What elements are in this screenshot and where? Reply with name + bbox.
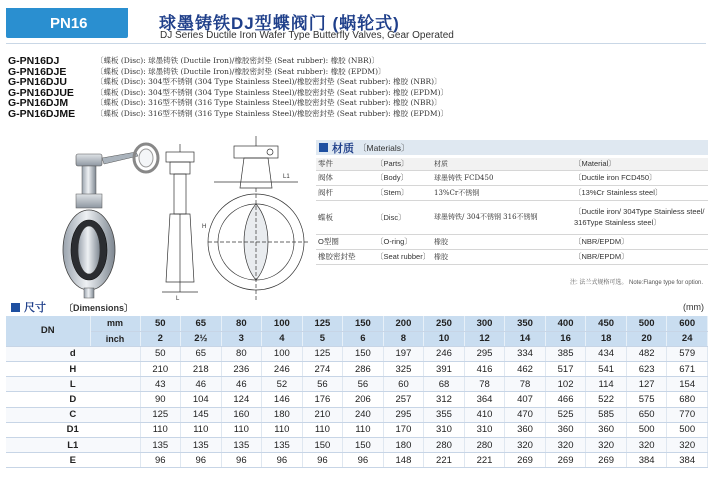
table-cell: 〔NBR/EPDM〕 (572, 234, 708, 249)
table-cell: 200 (383, 316, 424, 331)
table-cell: 240 (343, 407, 384, 422)
table-cell: 135 (221, 438, 262, 453)
model-desc: 〔蝶板 (Disc): 304型不锈钢 (304 Type Stainless Steel)/橡胶密封垫 (Seat rubber): 橡胶 (NBR)〕 (96, 77, 442, 86)
table-cell: 〔Parts〕 (374, 158, 432, 170)
table-cell: 236 (221, 362, 262, 377)
table-cell: 650 (626, 407, 667, 422)
table-cell: 280 (464, 438, 505, 453)
table-cell: 100 (262, 346, 303, 361)
table-cell: 462 (505, 362, 546, 377)
table-cell: 482 (626, 346, 667, 361)
table-cell: 257 (383, 392, 424, 407)
table-cell: 90 (140, 392, 181, 407)
table-cell: 384 (667, 453, 708, 468)
table-cell: 320 (545, 438, 586, 453)
table-cell: 286 (343, 362, 384, 377)
table-cell: 221 (424, 453, 465, 468)
square-bullet-icon (11, 303, 20, 312)
table-row (316, 249, 708, 264)
model-desc: 〔蝶板 (Disc): 球墨铸铁 (Ductile Iron)/橡胶密封垫 (Seat rubber): 橡胶 (EPDM)〕 (96, 66, 386, 76)
model-row (8, 109, 448, 120)
table-cell: 470 (505, 407, 546, 422)
page-title: 球墨铸铁DJ型蝶阀门 (蜗轮式) (159, 14, 400, 33)
table-row (6, 453, 708, 468)
materials-title-en: 〔Materials〕 (358, 142, 410, 153)
row-label: L1 (6, 438, 140, 453)
valve-photo (63, 144, 158, 298)
table-row (6, 346, 708, 361)
row-label: H (6, 362, 140, 377)
dimensions-title: 尺寸 (24, 302, 46, 314)
series-badge: PN16 (6, 8, 128, 38)
table-cell: 14 (505, 331, 546, 346)
table-cell: 20 (626, 331, 667, 346)
table-row (6, 407, 708, 422)
table-cell: 145 (181, 407, 222, 422)
table-cell: 325 (383, 362, 424, 377)
table-cell: 350 (505, 316, 546, 331)
table-cell: 96 (343, 453, 384, 468)
table-cell: 110 (181, 422, 222, 437)
table-cell: 364 (464, 392, 505, 407)
materials-table (316, 158, 708, 265)
valve-drawing (58, 132, 318, 302)
table-cell: 410 (464, 407, 505, 422)
table-cell: 50 (140, 346, 181, 361)
table-cell: 206 (343, 392, 384, 407)
table-row (6, 331, 708, 346)
table-cell: 246 (262, 362, 303, 377)
table-cell: 360 (505, 422, 546, 437)
table-cell: 269 (505, 453, 546, 468)
table-cell: 320 (626, 438, 667, 453)
table-row (316, 200, 708, 234)
table-cell: 〔Material〕 (572, 158, 708, 170)
table-cell: 125 (140, 407, 181, 422)
table-cell: 5 (302, 331, 343, 346)
table-cell: 150 (343, 346, 384, 361)
table-cell: 80 (221, 346, 262, 361)
table-cell: 176 (302, 392, 343, 407)
table-cell: 〔Ductile iron FCD450〕 (572, 170, 708, 185)
table-cell: 2 (140, 331, 181, 346)
table-cell: 2½ (181, 331, 222, 346)
table-cell: 180 (262, 407, 303, 422)
table-cell: 橡胶 (432, 234, 572, 249)
table-cell: 154 (667, 377, 708, 392)
table-cell: 310 (464, 422, 505, 437)
table-cell: 材质 (432, 158, 572, 170)
materials-title: 材质 (332, 142, 354, 155)
table-row (6, 422, 708, 437)
table-cell: 18 (586, 331, 627, 346)
table-cell: 80 (221, 316, 262, 331)
table-cell: 197 (383, 346, 424, 361)
table-cell: 125 (302, 346, 343, 361)
table-cell: 65 (181, 346, 222, 361)
table-cell: 13%Cr不锈钢 (432, 185, 572, 200)
table-row (316, 158, 708, 170)
model-row (8, 56, 448, 67)
model-row (8, 67, 448, 78)
table-row (316, 234, 708, 249)
materials-note: 注: 法兰式规格可选。 Note:Flange type for option. (570, 280, 704, 286)
square-bullet-icon (319, 143, 328, 152)
table-cell: 〔Disc〕 (374, 200, 432, 234)
model-desc: 〔蝶板 (Disc): 球墨铸铁 (Ductile Iron)/橡胶密封垫 (Seat rubber): 橡胶 (NBR)〕 (96, 56, 380, 65)
table-cell: 600 (667, 316, 708, 331)
page-subtitle: DJ Series Ductile Iron Wafer Type Butterfly Valves, Gear Operated (160, 30, 454, 41)
table-cell: 450 (586, 316, 627, 331)
table-cell: 〔Body〕 (374, 170, 432, 185)
table-cell: 〔Seat rubber〕 (374, 249, 432, 264)
table-cell: 525 (545, 407, 586, 422)
model-row (8, 77, 448, 88)
table-row (6, 362, 708, 377)
table-cell: 蝶板 (316, 200, 374, 234)
table-cell: 100 (262, 316, 303, 331)
table-cell: 274 (302, 362, 343, 377)
table-cell: 135 (262, 438, 303, 453)
table-cell: 127 (626, 377, 667, 392)
side-view-drawing (162, 144, 198, 292)
table-cell: 10 (424, 331, 465, 346)
table-cell: 360 (545, 422, 586, 437)
table-cell: 104 (181, 392, 222, 407)
table-cell: 575 (626, 392, 667, 407)
table-cell: 96 (221, 453, 262, 468)
table-cell: 466 (545, 392, 586, 407)
table-cell: 56 (302, 377, 343, 392)
table-cell: 334 (505, 346, 546, 361)
table-cell: 16 (545, 331, 586, 346)
table-cell: 78 (505, 377, 546, 392)
table-cell: 320 (667, 438, 708, 453)
table-cell: 110 (221, 422, 262, 437)
table-row (6, 392, 708, 407)
table-cell: 522 (586, 392, 627, 407)
table-cell: 500 (626, 422, 667, 437)
label-l: L (176, 296, 180, 302)
table-cell: 250 (424, 316, 465, 331)
table-cell: 385 (545, 346, 586, 361)
table-cell: 269 (545, 453, 586, 468)
table-cell: 400 (545, 316, 586, 331)
table-row (6, 377, 708, 392)
table-cell: 218 (181, 362, 222, 377)
model-code: G-PN16DJM (8, 97, 69, 109)
table-cell: 320 (586, 438, 627, 453)
table-cell: 416 (464, 362, 505, 377)
table-cell: O型圈 (316, 234, 374, 249)
row-label: E (6, 453, 140, 468)
table-cell: 零件 (316, 158, 374, 170)
table-cell: 43 (140, 377, 181, 392)
table-cell: 170 (383, 422, 424, 437)
title-divider (6, 43, 706, 44)
table-cell: 671 (667, 362, 708, 377)
table-cell: 295 (383, 407, 424, 422)
model-code: G-PN16DJU (8, 76, 67, 88)
table-cell: 65 (181, 316, 222, 331)
table-cell: 110 (302, 422, 343, 437)
front-view-drawing (208, 136, 308, 300)
table-cell: 310 (424, 422, 465, 437)
table-cell: 541 (586, 362, 627, 377)
table-cell: 8 (383, 331, 424, 346)
table-cell: 500 (626, 316, 667, 331)
table-cell: 680 (667, 392, 708, 407)
materials-header (316, 140, 708, 155)
model-code: G-PN16DJME (8, 107, 76, 120)
label-h: H (202, 224, 207, 230)
table-cell: 579 (667, 346, 708, 361)
table-cell: 295 (464, 346, 505, 361)
table-cell: 96 (302, 453, 343, 468)
dimensions-title-en: 〔Dimensions〕 (64, 302, 134, 313)
table-cell: 434 (586, 346, 627, 361)
table-cell: 阀杆 (316, 185, 374, 200)
table-cell: 球墨铸铁/ 304不锈钢 316不锈钢 (432, 200, 572, 234)
model-code: G-PN16DJUE (8, 86, 74, 99)
table-cell: 280 (424, 438, 465, 453)
model-desc: 〔蝶板 (Disc): 304型不锈钢 (304 Type Stainless Steel)/橡胶密封垫 (Seat rubber): 橡胶 (EPDM)〕 (96, 87, 449, 97)
table-cell: 135 (181, 438, 222, 453)
table-cell: 46 (181, 377, 222, 392)
table-cell: 〔13%Cr Stainless steel〕 (572, 185, 708, 200)
table-cell: 623 (626, 362, 667, 377)
table-cell: 148 (383, 453, 424, 468)
table-cell: 110 (343, 422, 384, 437)
table-cell: 12 (464, 331, 505, 346)
table-cell: 150 (302, 438, 343, 453)
table-cell: 96 (140, 453, 181, 468)
model-desc: 〔蝶板 (Disc): 316型不锈钢 (316 Type Stainless Steel)/橡胶密封垫 (Seat rubber): 橡胶 (EPDM)〕 (96, 108, 449, 118)
table-cell: 150 (343, 438, 384, 453)
model-desc: 〔蝶板 (Disc): 316型不锈钢 (316 Type Stainless Steel)/橡胶密封垫 (Seat rubber): 橡胶 (NBR)〕 (96, 98, 442, 107)
model-code: G-PN16DJE (8, 65, 67, 78)
table-cell: 146 (262, 392, 303, 407)
table-cell: 24 (667, 331, 708, 346)
table-cell: 300 (464, 316, 505, 331)
table-cell: 210 (140, 362, 181, 377)
table-cell: 110 (262, 422, 303, 437)
row-label: D1 (6, 422, 140, 437)
table-cell: 110 (140, 422, 181, 437)
table-cell: 124 (221, 392, 262, 407)
table-cell: 60 (383, 377, 424, 392)
table-cell: 585 (586, 407, 627, 422)
dimensions-unit: (mm) (683, 302, 704, 312)
table-cell: 56 (343, 377, 384, 392)
table-cell: 160 (221, 407, 262, 422)
table-cell: 78 (464, 377, 505, 392)
table-cell: 180 (383, 438, 424, 453)
model-row (8, 98, 448, 109)
table-cell: 〔Ductile iron/ 304Type Stainless steel/ 316Type Stainless steel〕 (572, 200, 708, 234)
table-cell: 135 (140, 438, 181, 453)
table-cell: 407 (505, 392, 546, 407)
table-row (6, 316, 708, 331)
table-cell: 〔Stem〕 (374, 185, 432, 200)
table-cell: 阀体 (316, 170, 374, 185)
row-label: C (6, 407, 140, 422)
table-row (6, 438, 708, 453)
model-code: G-PN16DJ (8, 55, 60, 67)
dimensions-table (6, 316, 708, 468)
table-cell: 96 (262, 453, 303, 468)
row-label: D (6, 392, 140, 407)
dn-label: DN (6, 316, 90, 346)
table-cell: 3 (221, 331, 262, 346)
row-label: d (6, 346, 140, 361)
table-cell: 〔O-ring〕 (374, 234, 432, 249)
row-label: L (6, 377, 140, 392)
table-cell: 517 (545, 362, 586, 377)
table-cell: 269 (586, 453, 627, 468)
model-row (8, 88, 448, 99)
label-l1: L1 (283, 174, 290, 180)
table-cell: 312 (424, 392, 465, 407)
table-cell: 770 (667, 407, 708, 422)
table-cell: 125 (302, 316, 343, 331)
table-cell: 46 (221, 377, 262, 392)
table-cell: 68 (424, 377, 465, 392)
table-cell: 球墨铸铁 FCD450 (432, 170, 572, 185)
table-cell: 52 (262, 377, 303, 392)
dimensions-header (6, 300, 708, 314)
table-cell: 355 (424, 407, 465, 422)
table-cell: 384 (626, 453, 667, 468)
table-cell: 50 (140, 316, 181, 331)
table-cell: 150 (343, 316, 384, 331)
table-cell: 320 (505, 438, 546, 453)
table-cell: 102 (545, 377, 586, 392)
model-list (8, 56, 448, 119)
table-cell: 391 (424, 362, 465, 377)
table-cell: 6 (343, 331, 384, 346)
mm-label: mm (90, 316, 140, 331)
table-cell: 210 (302, 407, 343, 422)
table-cell: 橡胶密封垫 (316, 249, 374, 264)
inch-label: inch (90, 331, 140, 346)
table-cell: 500 (667, 422, 708, 437)
table-cell: 221 (464, 453, 505, 468)
table-cell: 96 (181, 453, 222, 468)
table-cell: 〔NBR/EPDM〕 (572, 249, 708, 264)
table-row (316, 185, 708, 200)
table-cell: 246 (424, 346, 465, 361)
table-row (316, 170, 708, 185)
table-cell: 4 (262, 331, 303, 346)
table-cell: 114 (586, 377, 627, 392)
table-cell: 360 (586, 422, 627, 437)
table-cell: 橡胶 (432, 249, 572, 264)
